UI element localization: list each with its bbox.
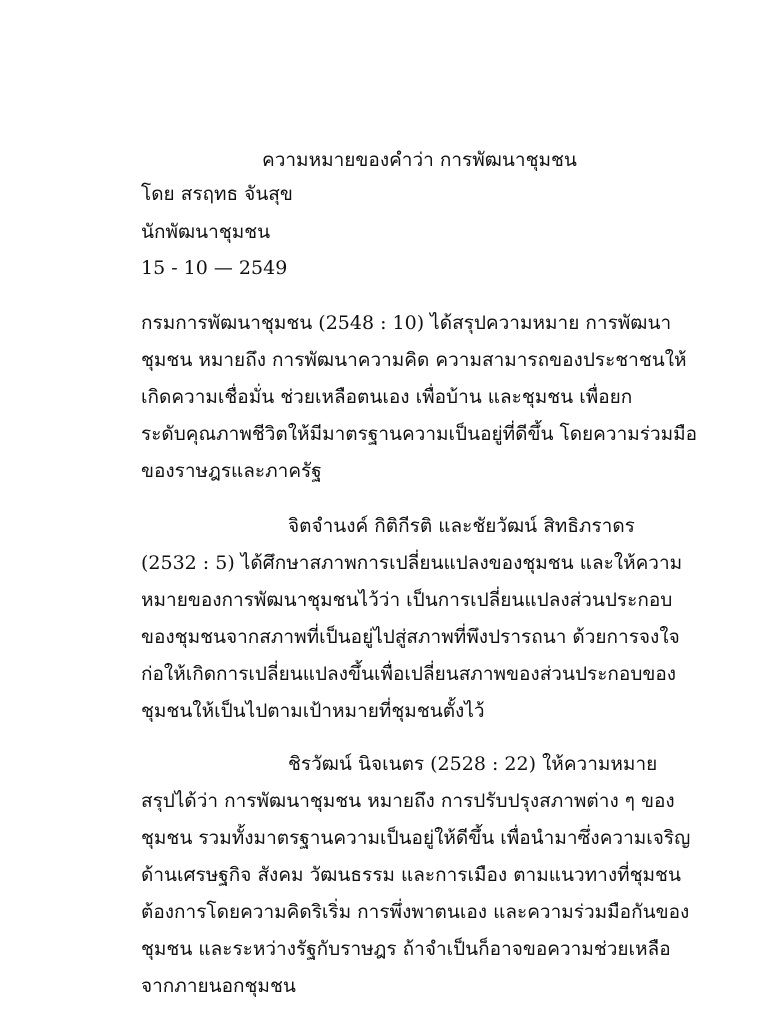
paragraph-line: (2532 : 5) ได้ศึกษาสภาพการเปลี่ยนแปลงของชุมชน และให้ความ	[141, 552, 683, 574]
date-line: 15 - 10 — 2549	[141, 257, 288, 279]
paragraph-line: จากภายนอกชุมชน	[141, 975, 296, 997]
paragraph-2	[141, 508, 701, 730]
paragraph-line: เกิดความเชื่อมั่น ช่วยเหลือตนเอง เพื่อบ้าน และชุมชน เพื่อยก	[141, 386, 633, 408]
paragraph-line: ชิรวัฒน์ นิจเนตร (2528 : 22) ให้ความหมาย	[288, 753, 658, 775]
paragraph-line: สรุปได้ว่า การพัฒนาชุมชน หมายถึง การปรับปรุงสภาพต่าง ๆ ของ	[141, 790, 675, 812]
paragraph-line: กรมการพัฒนาชุมชน (2548 : 10) ได้สรุปความหมาย การพัฒนา	[141, 312, 672, 334]
paragraph-line: ก่อให้เกิดการเปลี่ยนแปลงขึ้นเพื่อเปลี่ยนสภาพของส่วนประกอบของ	[141, 663, 677, 685]
paragraph-line: จิตจำนงค์ กิติกีรติ และชัยวัฒน์ สิทธิภราดร	[288, 515, 635, 537]
paragraph-line: ต้องการโดยความคิดริเริ่ม การพึ่งพาตนเอง และความร่วมมือกันของ	[141, 901, 690, 923]
position-line: นักพัฒนาชุมชน	[141, 221, 271, 243]
paragraph-3	[141, 746, 701, 1005]
paragraph-line: ชุมชน และระหว่างรัฐกับราษฎร ถ้าจำเป็นก็อาจขอความช่วยเหลือ	[141, 938, 671, 960]
paragraph-1	[141, 305, 701, 490]
paragraph-line: ระดับคุณภาพชีวิตให้มีมาตรฐานความเป็นอยู่ที่ดีขึ้น โดยความร่วมมือ	[141, 423, 698, 445]
document-title: ความหมายของคำว่า การพัฒนาชุมชน	[262, 149, 577, 171]
paragraph-line: ชุมชนให้เป็นไปตามเป้าหมายที่ชุมชนตั้งไว้	[141, 700, 485, 722]
paragraph-line: ชุมชน รวมทั้งมาตรฐานความเป็นอยู่ให้ดีขึ้น เพื่อนำมาซึ่งความเจริญ	[141, 827, 691, 849]
author-line: โดย สรฤทธ จันสุข	[141, 183, 293, 205]
paragraph-line: ของชุมชนจากสภาพที่เป็นอยู่ไปสู่สภาพที่พึงปรารถนา ด้วยการจงใจ	[141, 626, 680, 648]
paragraph-line: ด้านเศรษฐกิจ สังคม วัฒนธรรม และการเมือง ตามแนวทางที่ชุมชน	[141, 864, 681, 886]
paragraph-line: ของราษฎรและภาครัฐ	[141, 460, 322, 482]
paragraph-line: หมายของการพัฒนาชุมชนไว้ว่า เป็นการเปลี่ยนแปลงส่วนประกอบ	[141, 589, 673, 611]
paragraph-line: ชุมชน หมายถึง การพัฒนาความคิด ความสามารถของประชาชนให้	[141, 349, 687, 371]
